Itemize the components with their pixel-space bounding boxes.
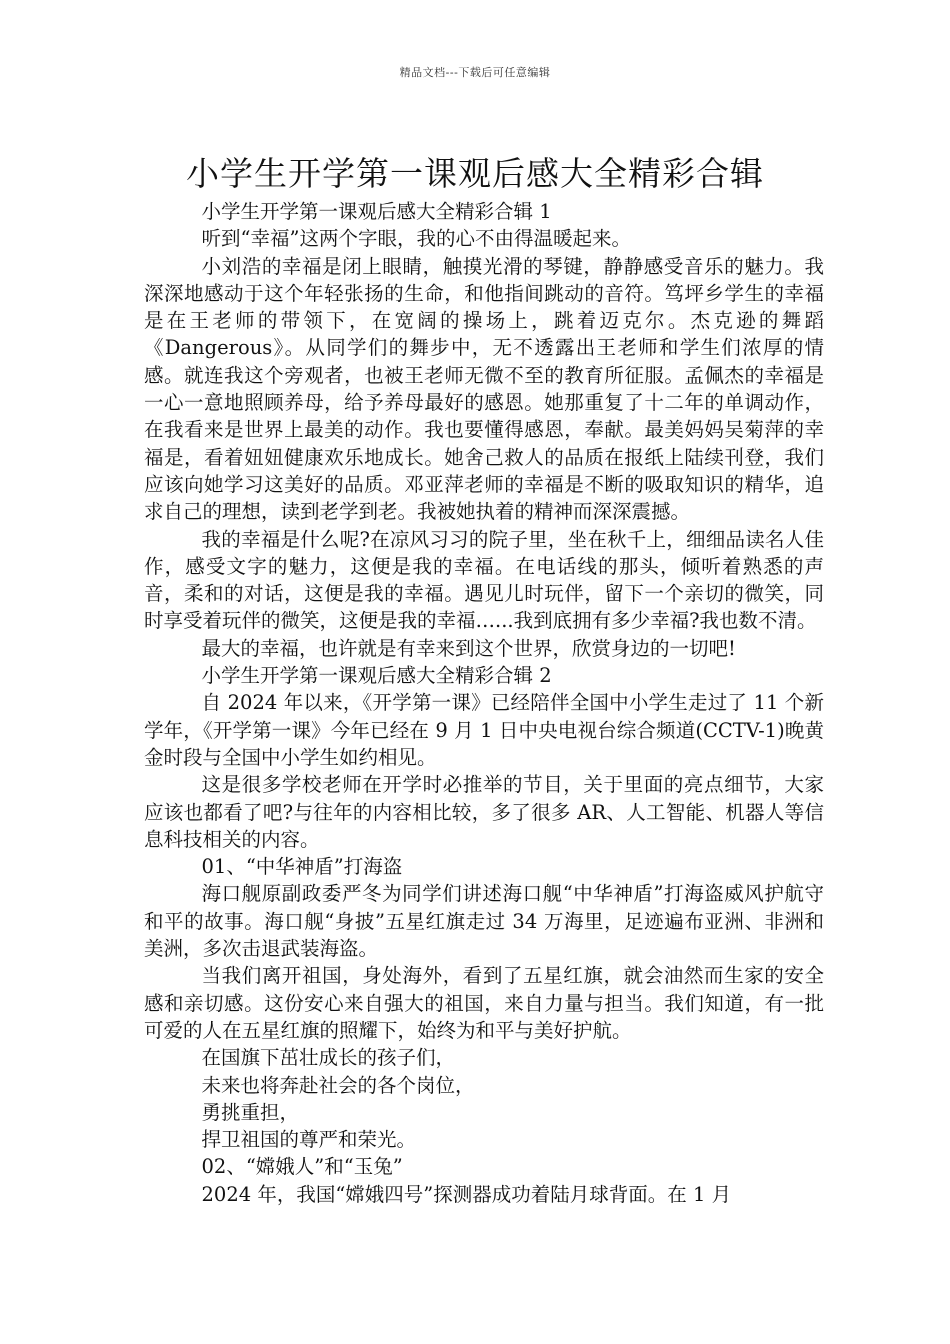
poem-line: 未来也将奔赴社会的各个岗位， xyxy=(201,1073,475,1097)
poem-line: 勇挑重担， xyxy=(201,1100,300,1124)
paragraph: 听到“幸福”这两个字眼，我的心不由得温暖起来。 xyxy=(201,227,631,251)
document-body xyxy=(144,198,824,1208)
subheading-02: 02、“嫦娥人”和“玉兔” xyxy=(201,1155,403,1179)
paragraph: 我的幸福是什么呢?在凉风习习的院子里，坐在秋千上，细细品读名人佳作，感受文字的魅力，这便是我的幸福。在电话线的那头，倾听着熟悉的声音，柔和的对话，这便是我的幸福。遇见儿时玩伴，留下一个亲切的微笑，同时享受着玩伴的微笑，这便是我的幸福…...我到底拥有多少幸福?我也数不清。 xyxy=(144,527,824,633)
paragraph: 海口舰原副政委严冬为同学们讲述海口舰“中华神盾”打海盗威风护航守和平的故事。海口舰“身披”五星红旗走过 34 万海里，足迹遍布亚洲、非洲和美洲，多次击退武装海盗。 xyxy=(144,882,824,961)
paragraph: 2024 年，我国“嫦娥四号”探测器成功着陆月球背面。在 1 月 xyxy=(201,1182,732,1206)
section-heading-2: 小学生开学第一课观后感大全精彩合辑 2 xyxy=(201,664,552,688)
paragraph: 最大的幸福，也许就是有幸来到这个世界，欣赏身边的一切吧! xyxy=(201,636,736,660)
paragraph: 当我们离开祖国，身处海外，看到了五星红旗，就会油然而生家的安全感和亲切感。这份安心来自强大的祖国，来自力量与担当。我们知道，有一批可爱的人在五星红旗的照耀下，始终为和平与美好护航。 xyxy=(144,964,824,1042)
header-note: 精品文档---下载后可任意编辑 xyxy=(399,66,551,79)
section-heading-1: 小学生开学第一课观后感大全精彩合辑 1 xyxy=(201,200,552,223)
poem-line: 捍卫祖国的尊严和荣光。 xyxy=(201,1128,417,1152)
subheading-01: 01、“中华神盾”打海盗 xyxy=(201,855,403,879)
poem-line: 在国旗下茁壮成长的孩子们， xyxy=(201,1046,456,1070)
paragraph: 这是很多学校老师在开学时必推举的节目，关于里面的亮点细节，大家应该也都看了吧?与往年的内容相比较，多了很多 AR、人工智能、机器人等信息科技相关的内容。 xyxy=(144,773,824,851)
paragraph: 自 2024 年以来，《开学第一课》已经陪伴全国中小学生走过了 11 个新学年，《开学第一课》今年已经在 9 月 1 日中央电视台综合频道(CCTV-1)晚黄金时段与全国中小学生如约相见。 xyxy=(144,691,824,769)
paragraph: 小刘浩的幸福是闭上眼睛，触摸光滑的琴键，静静感受音乐的魅力。我深深地感动于这个年轻张扬的生命，和他指间跳动的音符。笃坪乡学生的幸福是在王老师的带领下，在宽阔的操场上，跳着迈克尔。杰克逊的舞蹈《Dangerous》。从同学们的舞步中，无不透露出王老师和学生们浓厚的情感。就连我这个旁观者，也被王老师无微不至的教育所征服。孟佩杰的幸福是一心一意地照顾养母，给予养母最好的感恩。她那重复了十二年的单调动作，在我看来是世界上最美的动作。我也要懂得感恩，奉献。最美妈妈吴菊萍的幸福是，看着妞妞健康欢乐地成长。她舍己救人的品质在报纸上陆续刊登，我们应该向她学习这美好的品质。邓亚萍老师的幸福是不断的吸取知识的精华，追求自己的理想，读到老学到老。我被她执着的精神而深深震撼。 xyxy=(144,254,824,524)
document-title: 小学生开学第一课观后感大全精彩合辑 xyxy=(186,154,764,194)
